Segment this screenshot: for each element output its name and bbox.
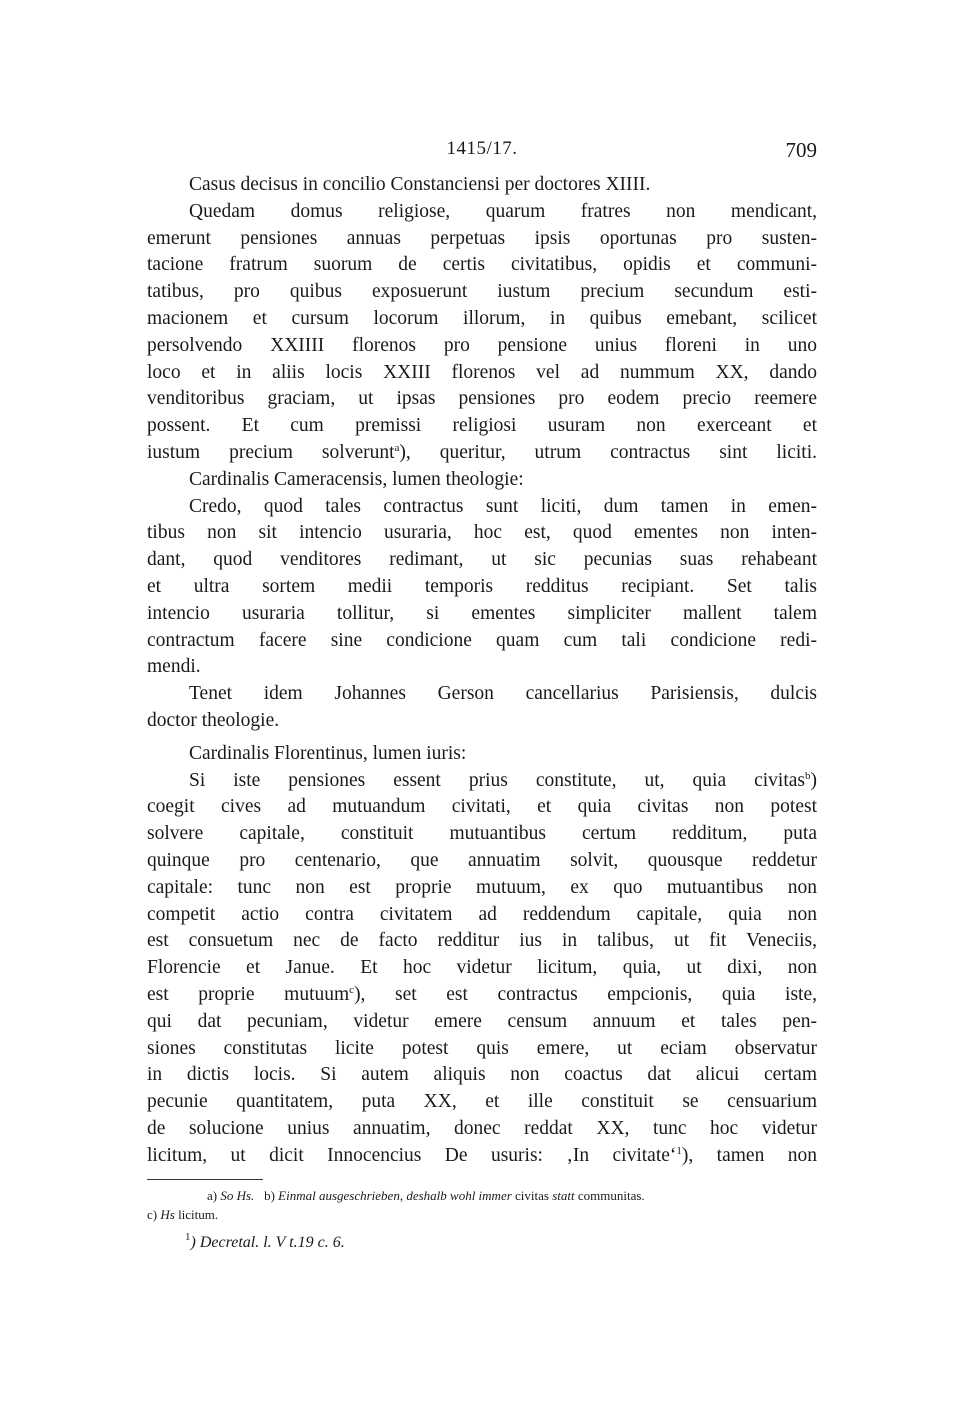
text-line: solvere capitale, constituit mutuantibus certum redditum, puta <box>147 823 817 845</box>
page-number: 709 <box>785 138 817 162</box>
text-line: capitale: tunc non est proprie mutuum, ex quo mutuantibus non <box>147 876 817 898</box>
text-line: dant, quod venditores redimant, ut sic pecunias suas rehabeant <box>147 549 817 571</box>
reference-label: 1 <box>185 1231 191 1244</box>
footnote-text: Hs <box>160 1207 175 1223</box>
footnote-label-a: a) <box>207 1188 218 1204</box>
footnote-line <box>147 1205 817 1224</box>
running-title: 1415/17. <box>446 138 518 159</box>
text-line: contractum facere sine condicione quam cum tali condicione redi- <box>147 629 817 651</box>
reference-text: ) Decretal. l. V t.19 c. 6. <box>190 1234 345 1252</box>
main-text <box>147 172 817 1169</box>
text-line: Cardinalis Florentinus, lumen iuris: <box>189 742 467 764</box>
text-line: in dictis locis. Si autem aliquis non coactus dat alicui certam <box>147 1064 817 1086</box>
footnote-text: statt <box>552 1188 575 1204</box>
text-line: macionem et cursum locorum illorum, in quibus emebant, scilicet <box>147 307 817 329</box>
footnote-marker-a: a <box>394 441 400 454</box>
text-line: quinque pro centenario, que annuatim solvit, quousque reddetur <box>147 849 817 871</box>
footnote-text: So Hs. <box>220 1188 255 1204</box>
source-reference <box>147 1231 817 1252</box>
text-line: Credo, quod tales contractus sunt liciti, dum tamen in emen- <box>189 495 817 517</box>
text-line: mendi. <box>147 656 201 678</box>
footnote-line <box>147 1186 817 1205</box>
text-line: pecunie quantitatem, puta XX, et ille constituit se censuarium <box>147 1091 817 1113</box>
text-line: tatibus, pro quibus exposuerunt iustum precium secundum esti- <box>147 281 817 303</box>
running-header <box>147 138 817 172</box>
text-line: coegit cives ad mutuandum civitati, et quia civitas non potest <box>147 796 817 818</box>
footnote-marker-b: b <box>805 769 811 782</box>
text-line: persolvendo XXIIII florenos pro pensione unius floreni in uno <box>147 334 817 356</box>
text-line <box>147 440 817 467</box>
text-segment: Si iste pensiones essent prius constitute, ut, quia civitas <box>189 769 805 791</box>
footnote-marker-c: c <box>349 983 355 996</box>
text-line: tacione fratrum suorum de certis civitatibus, opidis et communi- <box>147 254 817 276</box>
footnote-text: Einmal ausgeschrieben, deshalb wohl immer <box>278 1188 512 1204</box>
text-segment: ), tamen non <box>681 1144 817 1166</box>
text-line: emerunt pensiones annuas perpetuas ipsis oportunas pro susten- <box>147 227 817 249</box>
footnote-label-b: b) <box>264 1188 275 1204</box>
text-line: intencio usuraria tollitur, si ementes simpliciter mallent talem <box>147 602 817 624</box>
footnote-label-c: c) <box>147 1207 158 1223</box>
text-line: competit actio contra civitatem ad reddendum capitale, quia non <box>147 903 817 925</box>
text-line: tibus non sit intencio usuraria, hoc est, quod ementes non inten- <box>147 522 817 544</box>
text-segment: licitum, ut dicit Innocencius De usuris: ‚In civitate‘ <box>147 1144 677 1166</box>
text-segment: ), set est contractus empcionis, quia iste, <box>354 983 817 1005</box>
text-line: et ultra sortem medii temporis redditus recipiant. Set talis <box>147 575 817 597</box>
footnote-text: civitas <box>515 1188 549 1204</box>
text-line <box>147 982 817 1009</box>
footnote-marker-1: 1 <box>676 1144 682 1157</box>
text-line: Tenet idem Johannes Gerson cancellarius Parisiensis, dulcis <box>189 683 817 705</box>
footnote-divider <box>147 1179 263 1180</box>
footnote-text: communitas. <box>577 1188 645 1204</box>
text-line: Florencie et Janue. Et hoc videtur licitum, quia, ut dixi, non <box>147 957 817 979</box>
text-line <box>147 1143 817 1170</box>
text-segment: ), queritur, utrum contractus sint liciti. <box>399 441 817 463</box>
footnotes <box>147 1186 817 1224</box>
text-line: qui dat pecuniam, videtur emere censum annuum et tales pen- <box>147 1010 817 1032</box>
footnote-text: licitum. <box>178 1207 219 1223</box>
text-line: Quedam domus religiose, quarum fratres non mendicant, <box>189 200 817 222</box>
page <box>147 138 817 1252</box>
text-line: est consuetum nec de facto redditur ius in talibus, ut fit Veneciis, <box>147 930 817 952</box>
text-line: doctor theologie. <box>147 709 280 731</box>
text-segment: iustum precium solverunt <box>147 441 395 463</box>
text-line <box>147 768 817 795</box>
text-line: venditoribus graciam, ut ipsas pensiones pro eodem precio reemere <box>147 388 817 410</box>
text-segment: ) <box>810 769 817 791</box>
text-line: de solucione unius annuatim, donec reddat XX, tunc hoc videtur <box>147 1117 817 1139</box>
text-line: loco et in aliis locis XXIII florenos vel ad nummum XX, dando <box>147 361 817 383</box>
text-line: Casus decisus in concilio Constanciensi per doctores XIIII. <box>189 174 651 195</box>
text-line: siones constitutas licite potest quis emere, ut eciam observatur <box>147 1037 817 1059</box>
text-line: possent. Et cum premissi religiosi usuram non exerceant et <box>147 415 817 437</box>
text-segment: est proprie mutuum <box>147 983 350 1005</box>
text-line: Cardinalis Cameracensis, lumen theologie: <box>189 468 524 490</box>
